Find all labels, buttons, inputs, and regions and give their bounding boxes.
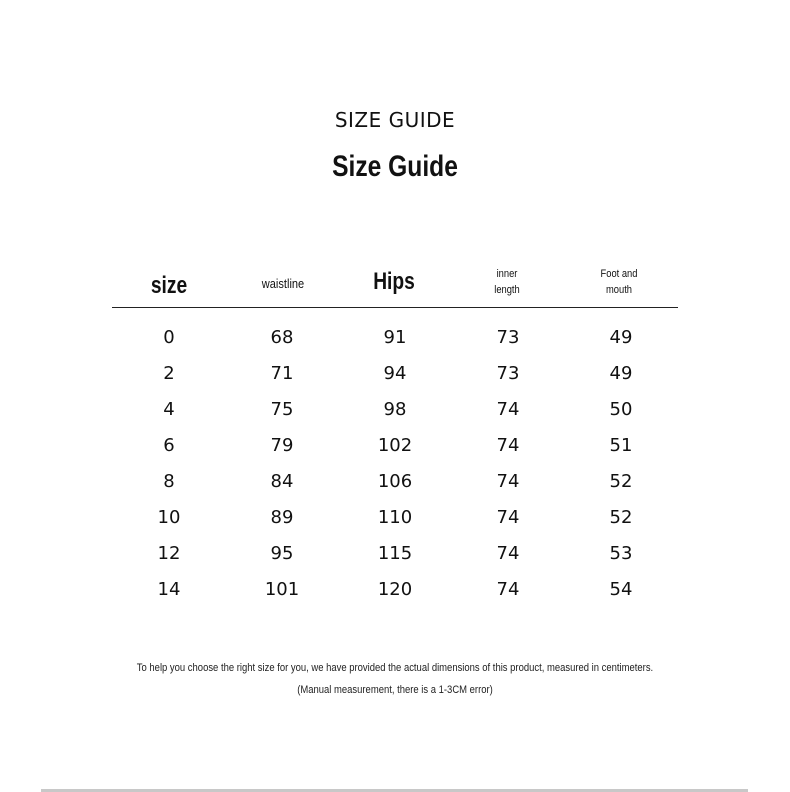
cell-size: 12 — [157, 543, 181, 564]
cell-waistline: 68 — [270, 327, 294, 348]
cell-waistline: 75 — [270, 399, 294, 420]
column-header-inner-length — [494, 266, 519, 298]
column-header-foot-mouth-line2: mouth — [606, 284, 632, 296]
cell-hips: 115 — [377, 543, 413, 564]
table-header — [112, 258, 678, 308]
cell-waistline: 71 — [270, 363, 294, 384]
eyebrow-heading: SIZE GUIDE — [334, 108, 456, 132]
cell-waistline: 84 — [270, 471, 294, 492]
cell-foot-mouth: 52 — [609, 507, 633, 528]
table-body — [112, 308, 678, 600]
column-header-foot-mouth — [601, 266, 638, 298]
cell-inner-length: 74 — [496, 471, 520, 492]
table-row — [112, 380, 678, 420]
table-row — [112, 560, 678, 600]
cell-foot-mouth: 53 — [609, 543, 633, 564]
cell-hips: 91 — [383, 327, 407, 348]
cell-inner-length: 74 — [496, 399, 520, 420]
table-row — [112, 344, 678, 384]
cell-size: 6 — [163, 435, 175, 456]
column-header-inner-length-line2: length — [494, 284, 520, 296]
column-header-inner-length-line1: inner — [496, 268, 518, 280]
cell-hips: 94 — [383, 363, 407, 384]
cell-waistline: 89 — [270, 507, 294, 528]
column-header-foot-mouth-line1: Foot and — [600, 268, 638, 280]
cell-foot-mouth: 54 — [609, 579, 633, 600]
table-row — [112, 524, 678, 564]
cell-foot-mouth: 52 — [609, 471, 633, 492]
size-table — [112, 258, 678, 600]
page-title: Size Guide — [332, 150, 458, 183]
cell-waistline: 79 — [270, 435, 294, 456]
measurement-note: To help you choose the right size for you, we have provided the actual dimensions of this product, measured in centimeters. — [136, 662, 654, 674]
cell-inner-length: 73 — [496, 327, 520, 348]
cell-foot-mouth: 51 — [609, 435, 633, 456]
cell-inner-length: 74 — [496, 543, 520, 564]
table-row — [112, 488, 678, 528]
cell-inner-length: 73 — [496, 363, 520, 384]
cell-foot-mouth: 49 — [609, 327, 633, 348]
cell-foot-mouth: 49 — [609, 363, 633, 384]
column-header-hips: Hips — [373, 268, 415, 295]
cell-size: 8 — [163, 471, 175, 492]
cell-waistline: 95 — [270, 543, 294, 564]
cell-inner-length: 74 — [496, 435, 520, 456]
cell-size: 2 — [163, 363, 175, 384]
cell-hips: 110 — [377, 507, 413, 528]
table-row — [112, 416, 678, 456]
table-row — [112, 308, 678, 348]
cell-hips: 102 — [377, 435, 413, 456]
cell-size: 4 — [163, 399, 175, 420]
error-note: (Manual measurement, there is a 1-3CM error) — [297, 684, 493, 696]
cell-hips: 98 — [383, 399, 407, 420]
cell-hips: 120 — [377, 579, 413, 600]
cell-size: 10 — [157, 507, 181, 528]
cell-hips: 106 — [377, 471, 413, 492]
column-header-size: size — [150, 272, 188, 299]
cell-size: 14 — [157, 579, 181, 600]
cell-size: 0 — [163, 327, 175, 348]
cell-foot-mouth: 50 — [609, 399, 633, 420]
table-row — [112, 452, 678, 492]
cell-waistline: 101 — [264, 579, 300, 600]
column-header-waistline: waistline — [261, 276, 305, 291]
cell-inner-length: 74 — [496, 579, 520, 600]
cell-inner-length: 74 — [496, 507, 520, 528]
